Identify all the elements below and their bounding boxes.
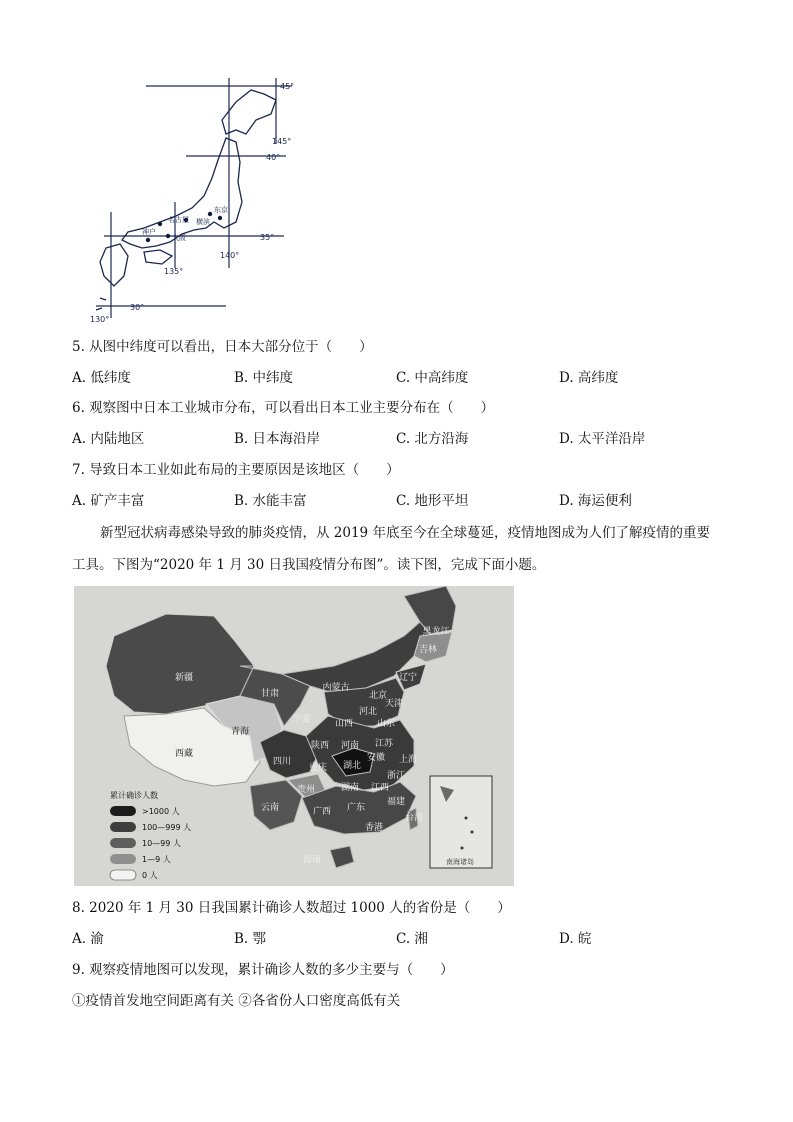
question-stem: 7. 导致日本工业如此布局的主要原因是该地区（ ）	[72, 462, 400, 478]
province-label: 台湾	[404, 813, 424, 823]
province-label: 福建	[386, 797, 406, 807]
legend-swatch	[110, 838, 136, 848]
lat-label: 45°	[280, 82, 295, 91]
province-label: 西藏	[174, 749, 194, 759]
province-label: 重庆	[308, 763, 328, 773]
option-b[interactable]: B. 鄂	[234, 931, 267, 947]
option-d[interactable]: D. 海运便利	[559, 493, 632, 509]
lat-label: 30°	[130, 303, 145, 312]
city-label: 名古屋	[168, 216, 189, 224]
lat-label: 40°	[266, 153, 281, 162]
province-label: 青海	[230, 727, 250, 737]
province-label: 湖南	[340, 783, 360, 793]
passage-line: 新型冠状病毒感染导致的肺炎疫情，从 2019 年底至今在全球蔓延，疫情地图成为人们了解疫情的重要	[100, 525, 710, 541]
province-label: 北京	[368, 691, 388, 701]
lon-label: 140°	[220, 251, 240, 260]
lon-label: 145°	[272, 137, 292, 146]
inset-label: 南海诸岛	[446, 858, 474, 866]
province-label: 湖北	[342, 761, 362, 771]
province-label: 山西	[334, 719, 354, 729]
option-c[interactable]: C. 中高纬度	[396, 370, 469, 386]
province-label: 浙江	[386, 771, 406, 781]
option-c[interactable]: C. 地形平坦	[396, 493, 469, 509]
province-label: 甘肃	[260, 689, 280, 699]
option-c[interactable]: C. 北方沿海	[396, 431, 469, 447]
option-b[interactable]: B. 中纬度	[234, 370, 294, 386]
province-label: 天津	[384, 699, 404, 709]
legend-label: 100—999 人	[142, 823, 192, 832]
option-a[interactable]: A. 内陆地区	[72, 431, 145, 447]
province-label: 安徽	[366, 753, 386, 763]
province-label: 河北	[358, 707, 378, 717]
statement-list: ①疫情首发地空间距离有关 ②各省份人口密度高低有关	[72, 993, 401, 1009]
question-stem: 5. 从图中纬度可以看出，日本大部分位于（ ）	[72, 339, 373, 355]
province-label: 云南	[260, 803, 280, 813]
question-stem: 8. 2020 年 1 月 30 日我国累计确诊人数超过 1000 人的省份是（ ）	[72, 900, 511, 916]
city-label: 大阪	[172, 234, 186, 242]
question-stem: 9. 观察疫情地图可以发现，累计确诊人数的多少主要与（ ）	[72, 962, 454, 978]
option-b[interactable]: B. 日本海沿岸	[234, 431, 321, 447]
legend-label: 1—9 人	[142, 855, 171, 864]
legend-title: 累计确诊人数	[110, 791, 158, 800]
province-label: 香港	[364, 823, 384, 833]
city-label: 东京	[214, 206, 228, 214]
province-label: 新疆	[174, 673, 194, 683]
province-label: 上海	[398, 755, 418, 765]
province-label: 四川	[272, 757, 292, 767]
shikoku-outline	[144, 250, 172, 264]
province-label: 内蒙古	[322, 683, 350, 693]
option-b[interactable]: B. 水能丰富	[234, 493, 307, 509]
option-a[interactable]: A. 矿产丰富	[72, 493, 145, 509]
kyushu-outline	[100, 244, 128, 286]
province-label: 江苏	[374, 739, 394, 749]
japan-map	[86, 72, 308, 324]
lon-label: 135°	[164, 267, 184, 276]
lat-label: 35°	[260, 233, 275, 242]
option-d[interactable]: D. 皖	[559, 931, 592, 947]
city-label: 神户	[142, 228, 156, 236]
question-stem: 6. 观察图中日本工业城市分布，可以看出日本工业主要分布在（ ）	[72, 400, 495, 416]
option-d[interactable]: D. 高纬度	[559, 370, 619, 386]
province-label: 辽宁	[398, 673, 418, 683]
south-sea-inset	[430, 776, 492, 868]
province-label: 黑龙江	[422, 627, 450, 637]
passage-line: 工具。下图为“2020 年 1 月 30 日我国疫情分布图”。读下图，完成下面小题。	[72, 557, 546, 573]
option-c[interactable]: C. 湘	[396, 931, 428, 947]
option-d[interactable]: D. 太平洋沿岸	[559, 431, 646, 447]
legend-swatch	[110, 870, 136, 880]
legend-swatch	[110, 806, 136, 816]
legend-swatch	[110, 822, 136, 832]
legend-label: >1000 人	[142, 807, 180, 816]
province-label: 江西	[370, 783, 390, 793]
lon-label: 130°	[90, 315, 110, 324]
china-epidemic-map	[74, 586, 514, 886]
province-label: 宁夏	[292, 715, 312, 725]
province-label: 广西	[312, 807, 332, 817]
honshu-outline	[122, 138, 242, 248]
hokkaido-outline	[222, 90, 276, 134]
legend-label: 10—99 人	[142, 839, 181, 848]
city-label: 横滨	[196, 218, 210, 226]
province-label: 陕西	[310, 741, 330, 751]
option-a[interactable]: A. 低纬度	[72, 370, 131, 386]
province-label: 广东	[346, 803, 366, 813]
legend-swatch	[110, 854, 136, 864]
option-a[interactable]: A. 渝	[72, 931, 104, 947]
province-label: 海南	[302, 855, 322, 865]
province-label: 吉林	[418, 645, 438, 655]
province-label: 贵州	[296, 785, 316, 795]
province-label: 山东	[376, 719, 396, 729]
islands-outline	[96, 298, 106, 310]
legend-label: 0 人	[142, 871, 158, 880]
province-label: 河南	[340, 741, 360, 751]
